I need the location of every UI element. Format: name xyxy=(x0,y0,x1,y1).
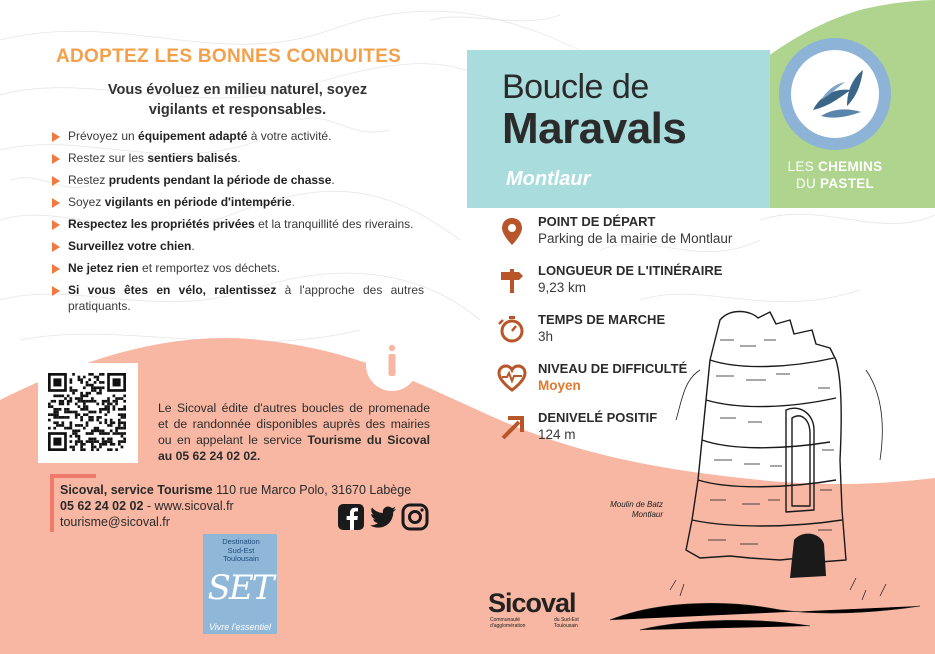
contact-name: Sicoval, service Tourisme xyxy=(60,483,213,497)
sicoval-logo-sub-right: du Sud-Est Toulousain xyxy=(554,617,579,629)
info-icon xyxy=(366,340,418,384)
heart-pulse-icon xyxy=(497,363,527,393)
advice-emphasis: Respectez les propriétés privées xyxy=(68,217,255,231)
advice-list xyxy=(52,129,424,321)
map-pin-icon xyxy=(497,216,527,246)
title-line2: Maravals xyxy=(502,104,687,153)
stopwatch-icon xyxy=(497,314,527,344)
advice-text: . xyxy=(191,239,195,253)
contact-accent-bar xyxy=(50,474,54,532)
moulin-de-batz-illustration xyxy=(580,300,920,640)
advice-text: Restez xyxy=(68,173,109,187)
contact-email[interactable]: tourisme@sicoval.fr xyxy=(60,515,170,529)
commune-name: Montlaur xyxy=(506,168,591,190)
caption-line2: Montlaur xyxy=(631,510,663,519)
fact-value: Moyen xyxy=(538,378,581,393)
brand-line1-bold: CHEMINS xyxy=(818,159,883,174)
contact-address: 110 rue Marco Polo, 31670 Labège xyxy=(212,483,412,497)
fact-value: 124 m xyxy=(538,427,576,442)
sicoval-logo-word: Sicoval xyxy=(488,588,576,618)
fact-value: Parking de la mairie de Montlaur xyxy=(538,231,733,246)
fact-value: 3h xyxy=(538,329,554,344)
advice-title: ADOPTEZ LES BONNES CONDUITES xyxy=(56,46,402,67)
triangle-bullet-icon xyxy=(52,242,60,252)
triangle-bullet-icon xyxy=(52,220,60,230)
social-links xyxy=(337,503,429,531)
set-logo-tagline: Vivre l'essentiel xyxy=(208,622,272,632)
advice-item xyxy=(52,195,424,211)
sicoval-logo-sub-left: Communauté d'agglomération xyxy=(490,617,526,629)
advice-emphasis: Surveillez votre chien xyxy=(68,239,192,253)
advice-text: . xyxy=(291,195,295,209)
facebook-icon[interactable] xyxy=(337,503,365,531)
advice-item xyxy=(52,283,424,314)
fact-label: DENIVELÉ POSITIF xyxy=(538,410,658,425)
qr-code[interactable] xyxy=(38,363,138,463)
fact-label: POINT DE DÉPART xyxy=(538,214,656,229)
advice-text: Prévoyez un xyxy=(68,129,139,143)
illustration-caption xyxy=(593,500,663,520)
fact-label: NIVEAU DE DIFFICULTÉ xyxy=(538,361,688,376)
info-text: Le Sicoval édite d'autres boucles de promenade et de randonnée disponibles auprès des mairies ou en appelant le service xyxy=(158,401,430,447)
set-logo-header xyxy=(208,538,274,564)
advice-text: et remportez vos déchets. xyxy=(138,261,281,275)
advice-text: . xyxy=(331,173,335,187)
pastel-leaves-icon xyxy=(791,50,879,138)
advice-item xyxy=(52,173,424,189)
instagram-icon[interactable] xyxy=(401,503,429,531)
set-destination-logo xyxy=(200,534,278,634)
fact-start-point xyxy=(497,214,757,258)
set-logo-line3: Toulousain xyxy=(223,554,259,563)
brand-line1-prefix: LES xyxy=(787,159,819,174)
brand-line2-prefix: DU xyxy=(795,176,821,191)
title-line1: Boucle de xyxy=(502,68,649,106)
fact-label: TEMPS DE MARCHE xyxy=(538,312,666,327)
advice-emphasis: Ne jetez rien xyxy=(68,261,139,275)
fact-value: 9,23 km xyxy=(538,280,587,295)
contact-phone[interactable]: 05 62 24 02 02 xyxy=(60,499,144,513)
signpost-icon xyxy=(497,265,527,295)
advice-emphasis: sentiers balisés xyxy=(147,151,238,165)
set-logo-line1: Destination xyxy=(222,537,260,546)
twitter-icon[interactable] xyxy=(369,503,397,531)
triangle-bullet-icon xyxy=(52,132,60,142)
advice-emphasis: prudents pendant la période de chasse xyxy=(108,173,332,187)
advice-text: à votre activité. xyxy=(247,129,332,143)
triangle-bullet-icon xyxy=(52,286,60,296)
advice-text: Restez sur les xyxy=(68,151,148,165)
advice-text: à l'approche des autres pratiquants. xyxy=(68,283,424,313)
advice-text: Soyez xyxy=(68,195,105,209)
arrow-up-right-icon xyxy=(497,412,527,442)
advice-emphasis: vigilants en période d'intempérie xyxy=(104,195,292,209)
contact-website[interactable]: - www.sicoval.fr xyxy=(143,499,234,513)
contact-accent-bar-top xyxy=(50,474,96,478)
info-paragraph xyxy=(158,400,430,464)
set-logo-line2: Sud-Est xyxy=(227,545,255,555)
brand-line2-bold: PASTEL xyxy=(820,176,875,191)
advice-item xyxy=(52,239,424,255)
advice-emphasis: Si vous êtes en vélo, ralentissez xyxy=(68,283,277,297)
pastel-logo-inner xyxy=(791,50,879,138)
advice-intro: Vous évoluez en milieu naturel, soyez vigilants et responsables. xyxy=(107,82,368,118)
chemins-du-pastel-label xyxy=(775,158,895,192)
advice-item xyxy=(52,151,424,167)
advice-item xyxy=(52,217,424,233)
triangle-bullet-icon xyxy=(52,176,60,186)
set-logo-mark: SET xyxy=(207,568,273,608)
advice-item xyxy=(52,129,424,145)
chemins-du-pastel-logo xyxy=(779,38,891,150)
advice-text: . xyxy=(237,151,241,165)
fact-label: LONGUEUR DE L'ITINÉRAIRE xyxy=(538,263,723,278)
sicoval-logo xyxy=(488,588,600,638)
qr-code-image xyxy=(48,373,126,451)
triangle-bullet-icon xyxy=(52,264,60,274)
advice-emphasis: équipement adapté xyxy=(138,129,248,143)
caption-line1: Moulin de Batz xyxy=(610,500,663,509)
advice-text: et la tranquillité des riverains. xyxy=(254,217,414,231)
triangle-bullet-icon xyxy=(52,154,60,164)
triangle-bullet-icon xyxy=(52,198,60,208)
info-phone-text: Tourisme du Sicoval au 05 62 24 02 02. xyxy=(158,433,430,463)
advice-item xyxy=(52,261,424,277)
